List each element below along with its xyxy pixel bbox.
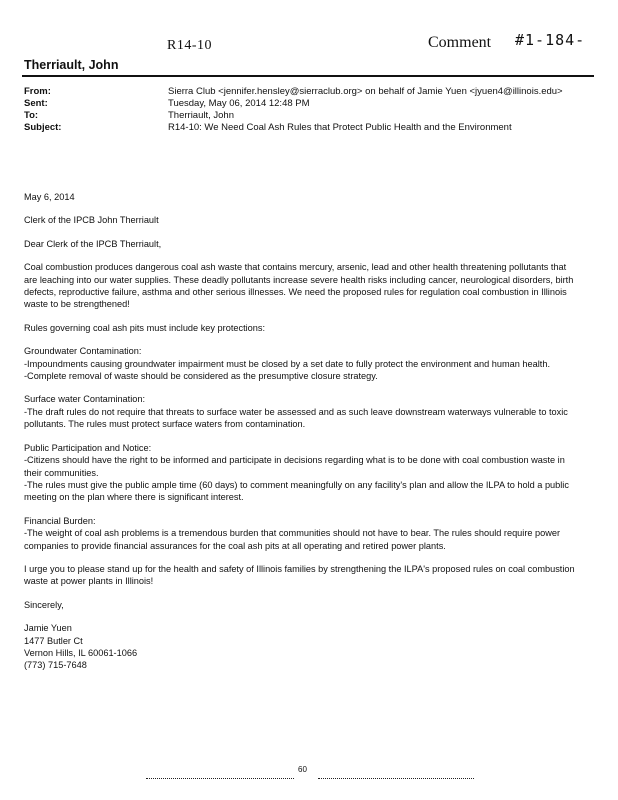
letter-closing: I urge you to please stand up for the health and safety of Illinois families by strengthening the ILPA's proposed rules on coal combustion waste at power plants in Illinois! xyxy=(24,563,575,587)
letter-intro: Coal combustion produces dangerous coal ash waste that contains mercury, arsenic, lead and other health threatening pollutants that are leaching into our water supplies. These deadly pollutants increase severe health risks including cancer, neurological disorders, birth defects, reproductive failure, asthma and other serious illnesses. We need the proposed rules for regulation coal combustion in Illinois waste to be strengthened! xyxy=(24,262,574,310)
section-heading: Groundwater Contamination: xyxy=(24,346,142,357)
subject-row xyxy=(24,122,594,134)
from-value: Sierra Club <jennifer.hensley@sierraclub.org> on behalf of Jamie Yuen <jyuen4@illinois.edu> xyxy=(168,86,563,97)
section-line: -Complete removal of waste should be considered as the presumptive closure strategy. xyxy=(24,371,378,382)
section-line: -Citizens should have the right to be informed and participate in decisions regarding what is to be done with coal combustion waste in their communities. xyxy=(24,455,565,478)
letter-signoff: Sincerely, xyxy=(24,599,64,610)
subject-label: Subject: xyxy=(24,122,62,133)
comment-number: #1-184- xyxy=(515,31,586,49)
to-label: To: xyxy=(24,110,39,121)
signer-city: Vernon Hills, IL 60061-1066 xyxy=(24,647,138,658)
public-participation-section xyxy=(24,442,576,504)
surface-water-section xyxy=(24,393,576,430)
signer-street: 1477 Butler Ct xyxy=(24,635,83,646)
from-row xyxy=(24,86,594,98)
section-heading: Financial Burden: xyxy=(24,515,96,526)
footer-rule-right xyxy=(318,778,474,779)
section-line: -The draft rules do not require that threats to surface water be assessed and as such leave downstream waterways vulnerable to toxic pollutants. The rules must protect surface waters from contamination. xyxy=(24,406,568,430)
to-row xyxy=(24,110,594,122)
to-value: Therriault, John xyxy=(168,110,235,121)
sent-row xyxy=(24,98,594,110)
letter-date: May 6, 2014 xyxy=(24,192,75,202)
header-divider xyxy=(22,75,594,77)
comment-label: Comment xyxy=(428,34,492,51)
key-protections-heading: Rules governing coal ash pits must include key protections: xyxy=(24,322,266,333)
letter-salutation: Dear Clerk of the IPCB Therriault, xyxy=(24,238,162,249)
financial-burden-section xyxy=(24,515,576,552)
signer-name: Jamie Yuen xyxy=(24,623,72,634)
section-line: -Impoundments causing groundwater impairment must be closed by a set date to fully protect the environment and human health. xyxy=(24,358,551,369)
signer-phone: (773) 715-7648 xyxy=(24,660,87,671)
groundwater-section xyxy=(24,345,576,382)
sent-label: Sent: xyxy=(24,98,48,109)
sent-value: Tuesday, May 06, 2014 12:48 PM xyxy=(168,98,310,109)
footer-rule-left xyxy=(146,778,294,779)
section-heading: Public Participation and Notice: xyxy=(24,442,152,453)
email-metadata xyxy=(24,86,594,134)
docket-number: R14-10 xyxy=(167,38,212,53)
subject-value: R14-10: We Need Coal Ash Rules that Protect Public Health and the Environment xyxy=(168,122,512,133)
sender-name: Therriault, John xyxy=(24,58,119,72)
section-line: -The rules must give the public ample time (60 days) to comment meaningfully on any facility's plan and allow the ILPA to hold a public meeting on the plan where there is significant interest. xyxy=(24,479,569,503)
letter-addressee: Clerk of the IPCB John Therriault xyxy=(24,215,159,226)
page-number: 60 xyxy=(298,765,307,774)
letter-body xyxy=(24,191,576,672)
section-line: -The weight of coal ash problems is a tremendous burden that communities should not have to bear. The rules should require power companies to provide financial assurances for the coal ash pits at all operating and retired power plants. xyxy=(24,528,561,551)
signature-block xyxy=(24,622,576,672)
section-heading: Surface water Contamination: xyxy=(24,394,146,405)
from-label: From: xyxy=(24,86,51,97)
